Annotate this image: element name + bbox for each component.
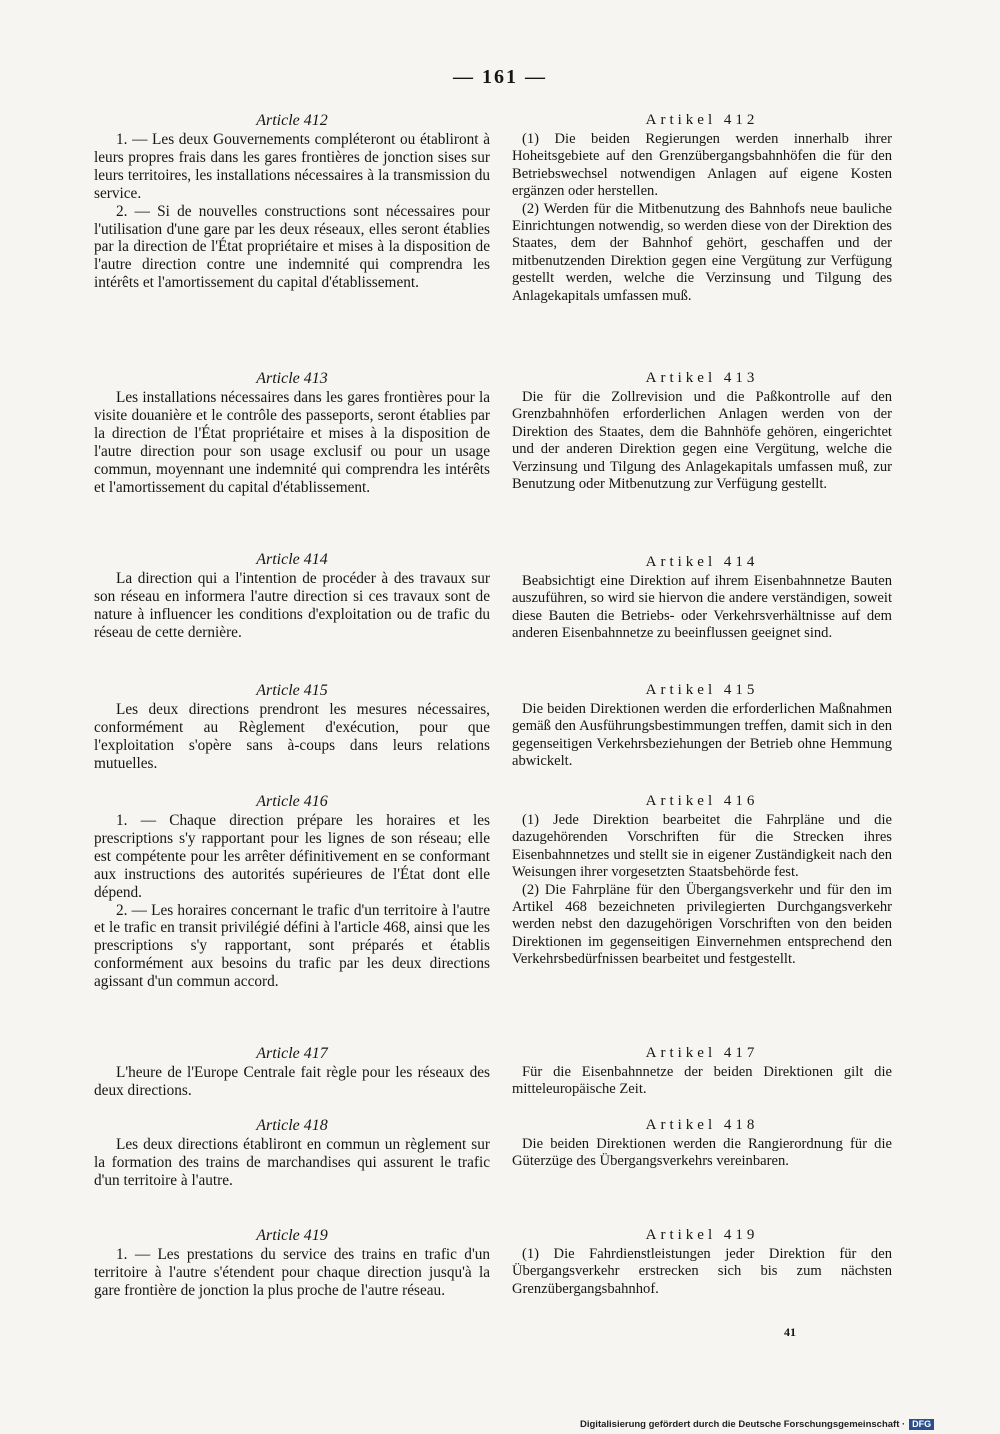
article-heading: Article 415	[256, 682, 328, 699]
article-418-fr	[94, 1116, 490, 1190]
article-paragraph: 2. — Si de nouvelles constructions sont nécessaires pour l'utilisation d'une gare par les deux réseaux, elles seront établies par la direction de l'État propriétaire et mises à la disposition de l'autre direction contre une indemnité qui comprendra les intérêts et l'amortissement du capital d'établissement.	[94, 202, 490, 292]
article-paragraph: (1) Jede Direktion bearbeitet die Fahrpläne und die dazugehörenden Vorschriften für die Strecken ihres Eisenbahnnetzes und stellt sie in eigener Zuständigkeit nach den Weisungen ihrer vorgesetzten Staatsbehörde fest.	[512, 812, 892, 881]
article-418-de	[512, 1116, 892, 1171]
article-paragraph: (1) Die beiden Regierungen werden innerhalb ihrer Hoheitsgebiete auf den Grenzübergangsbahnhöfen die für den Betriebswechsel notwendigen Anlagen auf eigene Kosten ergänzen oder herstellen.	[512, 131, 892, 200]
article-paragraph: 1. — Chaque direction prépare les horaires et les prescriptions s'y rapportant pour les lignes de son réseau; elle est compétente pour les arrêter définitivement en se conformant aux instructions des autorités supérieures de l'État dont elle dépend.	[94, 812, 490, 901]
article-414-de	[512, 553, 892, 643]
digitization-text: Digitalisierung gefördert durch die Deutsche Forschungsgemeinschaft ·	[580, 1419, 906, 1431]
article-heading: Article 412	[256, 112, 328, 129]
article-heading: Artikel 415	[645, 682, 759, 698]
article-415-fr	[94, 681, 490, 773]
article-heading: Artikel 419	[645, 1227, 759, 1243]
page-number: — 161 —	[453, 66, 547, 88]
article-heading: Article 416	[256, 793, 328, 810]
article-heading: Article 417	[256, 1045, 328, 1062]
article-heading: Artikel 412	[645, 112, 759, 128]
article-paragraph: 2. — Les horaires concernant le trafic d'un territoire à l'autre et le trafic en transit privilégié défini à l'article 468, ainsi que les prescriptions s'y rapportant, sont préparés et établis conformément aux besoins du trafic par les deux directions agissant d'un commun accord.	[94, 901, 490, 991]
article-414-fr	[94, 550, 490, 642]
article-heading: Artikel 417	[645, 1045, 759, 1061]
article-paragraph: Les installations nécessaires dans les gares frontières pour la visite douanière et le contrôle des passeports, seront établies par la direction de l'État propriétaire et mises à la disposition de l'autre direction pour son usage exclusif ou pour un usage commun, moyennant une indemnité qui comprendra les intérêts et l'amortissement du capital d'établissement.	[94, 389, 490, 496]
article-paragraph: (2) Die Fahrpläne für den Übergangsverkehr und für den im Artikel 468 bezeichneten privilegierten Durchgangsverkehr werden nebst den dazugehörigen Vorschriften von den beiden Direktionen im gegenseitigen Einvernehmen entsprechend den Verkehrsbedürfnissen bearbeitet und festgestellt.	[512, 881, 892, 968]
article-paragraph: (1) Die Fahrdienstleistungen jeder Direktion für den Übergangsverkehr erstrecken sich bis zum nächsten Grenzübergangsbahnhof.	[512, 1246, 892, 1297]
article-412-de	[512, 111, 892, 305]
article-417-de	[512, 1044, 892, 1099]
french-column	[94, 111, 490, 292]
article-heading: Article 419	[256, 1227, 328, 1244]
article-416-de	[512, 792, 892, 969]
article-paragraph: Les deux directions prendront les mesures nécessaires, conformément au Règlement d'exécution, pour que l'exploitation s'opère sans à-coups dans leurs relations mutuelles.	[94, 701, 490, 772]
article-paragraph: (2) Werden für die Mitbenutzung des Bahnhofs neue bauliche Einrichtungen notwendig, so werden diese von der Direktion des Staates, dem der Bahnhof gehört, geschaffen und der mitbenutzenden Direktion gegen eine Vergütung zur Verfügung gestellt werden, welche die Verzinsung und Tilgung des Anlagekapitals umfassen muß.	[512, 200, 892, 304]
article-paragraph: 1. — Les prestations du service des trains en trafic d'un territoire à l'autre s'étendent pour chaque direction jusqu'à la gare frontière de jonction la plus proche de l'autre réseau.	[94, 1246, 490, 1299]
article-heading: Artikel 416	[645, 793, 759, 809]
article-paragraph: 1. — Les deux Gouvernements compléteront ou établiront à leurs propres frais dans les gares frontières de jonction sises sur leurs territoires, les installations nécessaires à la transmission du service.	[94, 131, 490, 202]
article-419-de	[512, 1226, 892, 1298]
article-413-de	[512, 369, 892, 493]
article-heading: Artikel 413	[645, 370, 759, 386]
article-heading: Article 418	[256, 1117, 328, 1134]
article-paragraph: Die beiden Direktionen werden die erforderlichen Maßnahmen gemäß den Ausführungsbestimmungen treffen, damit sich in den gegenseitigen Verkehrsbeziehungen der Betrieb ohne Hemmung abwickelt.	[512, 701, 892, 770]
article-413-fr	[94, 369, 490, 496]
article-paragraph: Les deux directions établiront en commun un règlement sur la formation des trains de marchandises qui assurent le trafic d'un territoire à l'autre.	[94, 1136, 490, 1189]
article-416-fr	[94, 792, 490, 991]
article-heading: Article 414	[256, 551, 328, 568]
article-paragraph: L'heure de l'Europe Centrale fait règle pour les réseaux des deux directions.	[94, 1064, 490, 1099]
article-paragraph: Die für die Zollrevision und die Paßkontrolle auf den Grenzbahnhöfen erforderlichen Anlagen werden von der Direktion des Staates, dem die Bahnhöfe gehören, eingerichtet und der anderen Direktion gegen eine Vergütung, welche die Verzinsung und Tilgung des Anlagekapitals umfassen muß, zur Benutzung oder Mitbenutzung zur Verfügung gestellt.	[512, 389, 892, 493]
dfg-logo: DFG	[909, 1419, 934, 1430]
article-heading: Artikel 418	[645, 1117, 759, 1133]
article-paragraph: Für die Eisenbahnnetze der beiden Direktionen gilt die mitteleuropäische Zeit.	[512, 1064, 892, 1098]
article-419-fr	[94, 1226, 490, 1300]
article-heading: Article 413	[256, 370, 328, 387]
article-412-fr	[94, 111, 490, 292]
article-paragraph: La direction qui a l'intention de procéder à des travaux sur son réseau en informera l'autre direction si ces travaux sont de nature à influencer les conditions d'exploitation ou de trafic du réseau de cette dernière.	[94, 570, 490, 641]
article-415-de	[512, 681, 892, 771]
article-paragraph: Die beiden Direktionen werden die Rangierordnung für die Güterzüge des Übergangsverkehrs vereinbaren.	[512, 1136, 892, 1170]
digitization-notice	[580, 1419, 934, 1430]
article-heading: Artikel 414	[645, 554, 759, 570]
article-paragraph: Beabsichtigt eine Direktion auf ihrem Eisenbahnnetze Bauten auszuführen, so wird sie hiervon die andere verständigen, soweit diese Bauten die Betriebs- oder Verkehrsverhältnisse auf dem anderen Eisenbahnnetze zu beeinflussen geeignet sind.	[512, 573, 892, 642]
german-column	[512, 111, 892, 305]
article-417-fr	[94, 1044, 490, 1100]
footer-page-number: 41	[784, 1325, 796, 1339]
